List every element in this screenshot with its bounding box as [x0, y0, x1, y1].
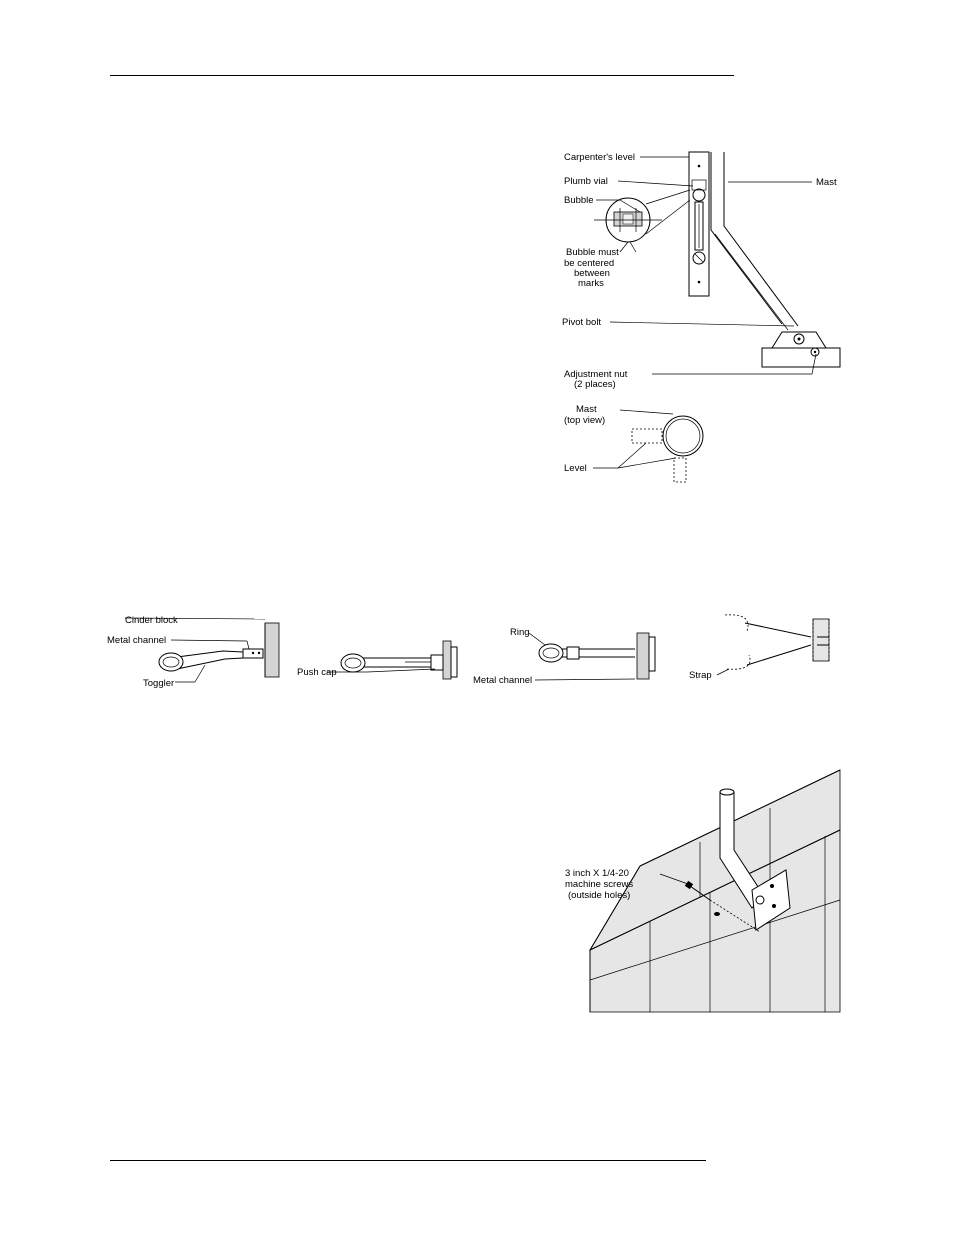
label-adjustment-nut-2: (2 places) — [574, 379, 616, 390]
header-rule — [110, 75, 734, 76]
anchor-methods-figure — [105, 605, 845, 690]
push-cap-ring — [341, 654, 365, 672]
cinder-block-wall — [265, 623, 279, 677]
label-mast: Mast — [816, 177, 837, 188]
mast-tube — [711, 152, 782, 324]
label-mast-top-view-1: Mast — [576, 404, 597, 415]
label-screws-1: 3 inch X 1/4-20 — [565, 868, 629, 879]
label-bubble-centered-4: marks — [578, 278, 604, 289]
strap-wall — [813, 619, 829, 661]
label-toggler: Toggler — [143, 678, 175, 689]
ring-anchor — [539, 644, 563, 662]
mast-leveling-figure — [550, 140, 850, 490]
label-plumb-vial: Plumb vial — [564, 176, 608, 187]
mast-top-view-circle — [663, 416, 703, 456]
label-bubble-centered-2: be centered — [564, 258, 615, 269]
label-bubble-centered-1: Bubble must — [566, 247, 619, 258]
label-level: Level — [564, 463, 587, 474]
label-ring: Ring — [510, 627, 530, 638]
label-bubble: Bubble — [564, 195, 594, 206]
wall-mount-figure — [560, 770, 845, 1015]
label-carpenters-level: Carpenter's level — [564, 152, 635, 163]
toggler-ring-1 — [159, 653, 183, 671]
label-cinder-block: Cinder block — [125, 615, 178, 626]
label-screws-3: (outside holes) — [568, 890, 631, 901]
label-metal-channel-2: Metal channel — [473, 675, 533, 686]
label-metal-channel: Metal channel — [107, 635, 167, 646]
label-mast-top-view-2: (top view) — [564, 415, 606, 426]
label-screws-2: machine screws — [565, 879, 634, 890]
label-adjustment-nut-1: Adjustment nut — [564, 369, 628, 380]
label-pivot-bolt: Pivot bolt — [562, 317, 602, 328]
label-bubble-centered-3: between — [574, 268, 610, 279]
footer-rule — [110, 1160, 706, 1161]
label-push-cap: Push cap — [297, 667, 337, 678]
label-strap: Strap — [689, 670, 712, 681]
